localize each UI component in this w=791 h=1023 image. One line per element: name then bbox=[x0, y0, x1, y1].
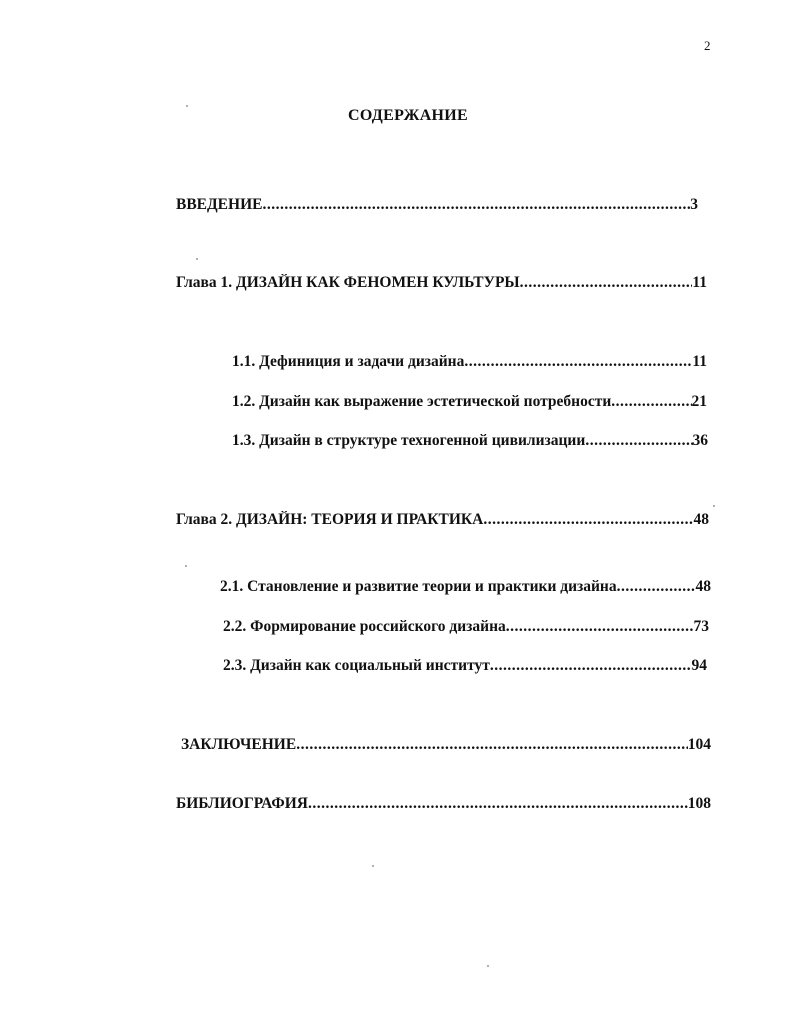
scan-speck bbox=[185, 565, 187, 567]
toc-entry-page: 104 bbox=[687, 736, 711, 753]
toc-leader-dots bbox=[585, 432, 692, 450]
toc-entry-section-2-2 bbox=[223, 618, 709, 636]
toc-entry-label: 1.2. Дизайн как выражение эстетической потребности bbox=[232, 393, 612, 410]
toc-entry-label: 2.3. Дизайн как социальный институт bbox=[223, 657, 490, 674]
toc-entry-label: ЗАКЛЮЧЕНИЕ bbox=[181, 736, 297, 753]
toc-entry-section-1-2 bbox=[232, 393, 707, 411]
scan-speck bbox=[196, 258, 198, 260]
toc-entry-label: 1.3. Дизайн в структуре техногенной цивилизации bbox=[232, 432, 586, 449]
toc-entry-chapter-1 bbox=[176, 274, 707, 292]
toc-leader-dots bbox=[617, 578, 696, 596]
toc-entry-label: Глава 1. ДИЗАЙН КАК ФЕНОМЕН КУЛЬТУРЫ bbox=[176, 274, 520, 291]
toc-entry-chapter-2 bbox=[176, 511, 709, 529]
toc-entry-label: 2.1. Становление и развитие теории и практики дизайна bbox=[220, 578, 617, 595]
toc-entry-label: БИБЛИОГРАФИЯ bbox=[176, 795, 308, 812]
toc-title: СОДЕРЖАНИЕ bbox=[347, 107, 469, 124]
toc-entry-page: 48 bbox=[695, 578, 711, 595]
toc-entry-page: 11 bbox=[692, 353, 707, 370]
toc-entry-page: 94 bbox=[691, 657, 707, 674]
toc-entry-section-1-1 bbox=[232, 353, 707, 371]
scan-speck bbox=[713, 505, 715, 507]
toc-entry-page: 36 bbox=[692, 432, 708, 449]
toc-leader-dots bbox=[490, 657, 692, 675]
scan-speck bbox=[186, 105, 188, 107]
toc-entry-section-1-3 bbox=[232, 432, 708, 450]
toc-leader-dots bbox=[506, 618, 694, 636]
toc-entry-page: 11 bbox=[692, 274, 707, 291]
toc-entry-conclusion bbox=[181, 736, 711, 754]
toc-entry-intro bbox=[176, 196, 698, 214]
toc-entry-page: 21 bbox=[691, 393, 707, 410]
toc-entry-bibliography bbox=[176, 795, 711, 813]
toc-leader-dots bbox=[308, 795, 688, 813]
scan-speck bbox=[372, 865, 374, 867]
toc-entry-section-2-3 bbox=[223, 657, 707, 675]
toc-entry-label: 2.2. Формирование российского дизайна bbox=[223, 618, 506, 635]
toc-leader-dots bbox=[483, 511, 693, 529]
toc-leader-dots bbox=[520, 274, 693, 292]
toc-entry-section-2-1 bbox=[220, 578, 711, 596]
toc-leader-dots bbox=[262, 196, 690, 214]
toc-leader-dots bbox=[296, 736, 688, 754]
page-number: 2 bbox=[704, 38, 711, 53]
toc-entry-label: 1.1. Дефиниция и задачи дизайна bbox=[232, 353, 465, 370]
toc-entry-page: 3 bbox=[690, 196, 698, 213]
toc-entry-label: ВВЕДЕНИЕ bbox=[176, 196, 263, 213]
scan-speck bbox=[487, 965, 489, 967]
toc-entry-label: Глава 2. ДИЗАЙН: ТЕОРИЯ И ПРАКТИКА bbox=[176, 511, 484, 528]
toc-entry-page: 108 bbox=[687, 795, 711, 812]
toc-leader-dots bbox=[464, 353, 692, 371]
toc-entry-page: 48 bbox=[693, 511, 709, 528]
toc-leader-dots bbox=[611, 393, 691, 411]
toc-entry-page: 73 bbox=[693, 618, 709, 635]
